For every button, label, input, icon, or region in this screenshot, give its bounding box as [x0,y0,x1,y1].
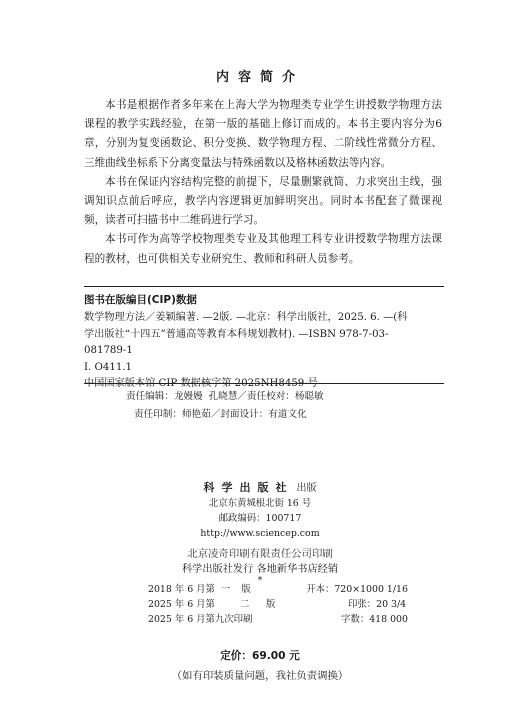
publisher-url: http://www.sciencep.com [200,528,320,539]
edition-row [148,612,408,627]
edition-kind: 版 [266,599,276,610]
edition-kind [262,612,341,627]
summary-paragraph: 本书在保证内容结构完整的前提下，尽量删繁就简、力求突出主线，强调知识点前后呼应，教学内容逻辑更加鲜明突出。同时本书配套了微课视频，读者可扫描书中二维码进行学习。 [84,175,442,227]
summary-title: 内容简介 [215,70,304,85]
summary-paragraph: 本书可作为高等学校物理类专业及其他理工科专业讲授数学物理方法课程的教材，也可供相关专业研究生、教师和科研人员参考。 [84,233,442,265]
cip-bottom-rule [84,383,444,384]
edition-row [148,582,408,597]
cip-class-number: Ⅰ. O411.1 [84,361,133,373]
publisher-postcode: 邮政编码：100717 [218,513,302,524]
cip-line: 081789-1 [84,345,133,357]
edition-spec: 字数：418 000 [341,614,408,625]
printer-line: 北京凌奇印刷有限责任公司印刷 [187,548,333,560]
cip-line: 学出版社“十四五”普通高等教育本科规划教材). —ISBN 978-7-03- [84,328,389,340]
edition-row [148,597,408,612]
publisher-name: 科学出版社 [203,481,294,494]
editions-table [148,582,408,627]
editors-line: 责任印制：师艳茹／封面设计：有道文化 [134,409,307,420]
editors-line: 责任编辑：龙嫚嫚 孔晓慧／责任校对：杨聪敏 [126,391,324,402]
cip-top-rule [84,286,444,287]
cip-title: 图书在版编目(CIP)数据 [84,294,197,306]
edition-date: 2018 年 6 月第 [148,584,215,595]
edition-spec: 印张：20 3/4 [348,599,407,610]
publisher-block [0,480,520,586]
cip-record-number: 中国国家版本馆 CIP 数据核字第 2025NH8459 号 [84,378,318,390]
price: 定价：69.00 元 [220,650,300,662]
edition-kind: 版 [241,584,251,595]
edition-number: 二 [240,599,250,610]
editors-block [126,388,446,424]
quality-notice: （如有印装质量问题，我社负责调换） [171,670,349,682]
distribution-line: 科学出版社发行 各地新华书店经销 [181,564,339,575]
separator-star: * [257,576,263,586]
publisher-suffix: 出版 [296,483,317,494]
publisher-address: 北京东黄城根北街 16 号 [208,498,312,509]
edition-date: 2025 年 6 月第 [148,599,215,610]
cip-block [84,292,444,392]
edition-spec: 开本：720×1000 1/16 [306,584,408,595]
summary-body [84,96,442,269]
edition-date: 2025 年 6 月第九次印刷 [148,614,253,625]
cip-line: 数学物理方法／姜颖编著. —2版. —北京：科学出版社，2025. 6. —(科 [84,312,408,324]
edition-number: 一 [220,584,231,595]
publisher-name-line [0,480,520,496]
summary-paragraph: 本书是根据作者多年来在上海大学为物理类专业学生讲授数学物理方法课程的教学实践经验，在第一版的基础上修订而成的。本书主要内容分为6章，分别为复变函数论、积分变换、数学物理方程、二阶线性常微分方程、三维曲线坐标系下分离变量法与特殊函数以及格林函数法等内容。 [84,99,442,169]
